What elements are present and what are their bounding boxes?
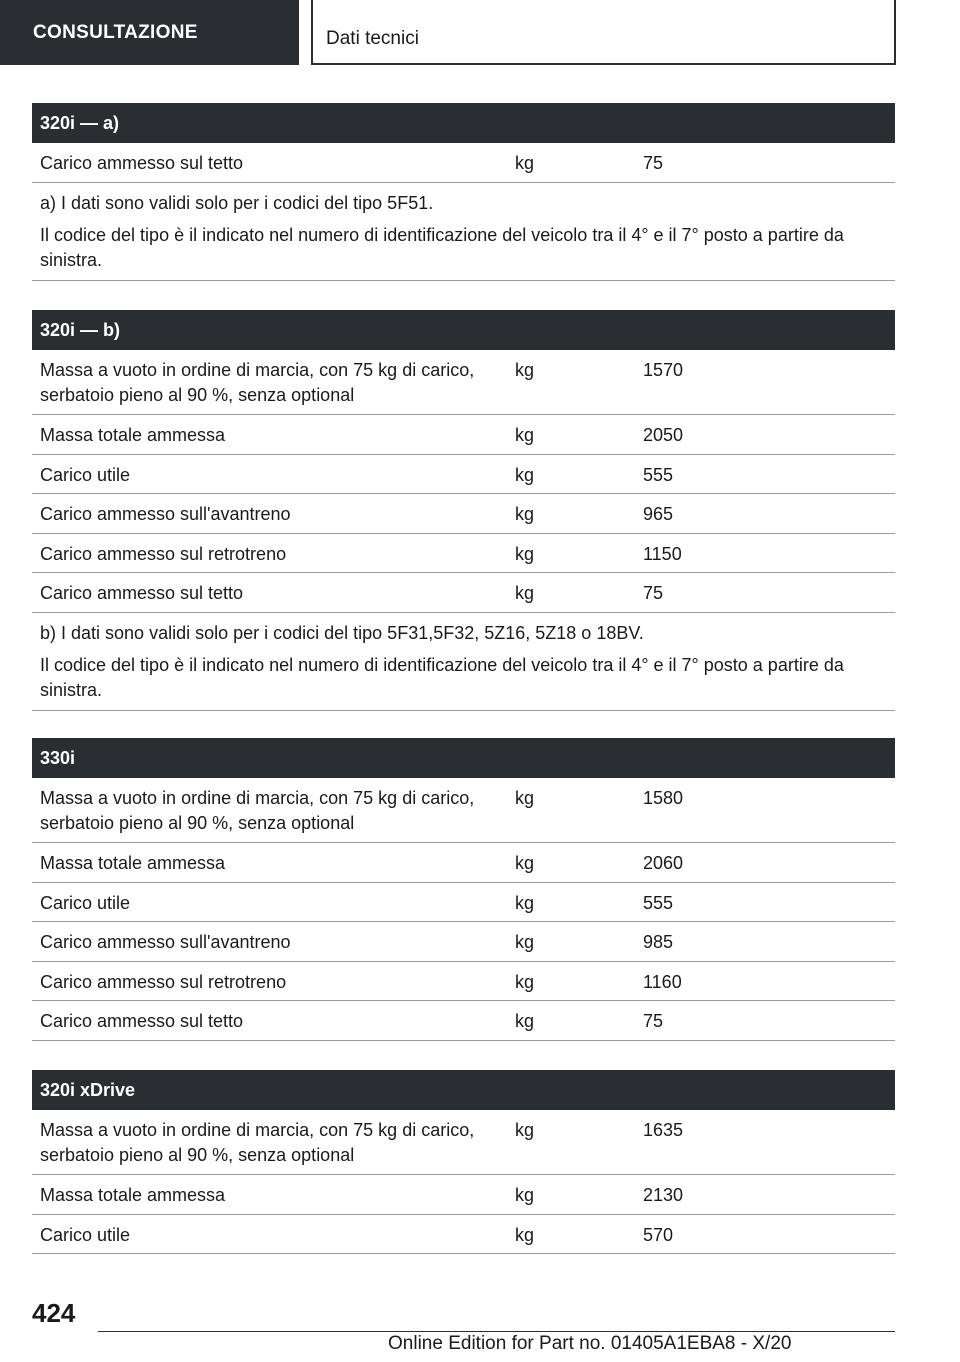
row-unit: kg [515, 1011, 535, 1031]
table-notes [32, 613, 895, 711]
table-row [32, 1175, 895, 1215]
table-notes [32, 183, 895, 281]
row-label: Massa totale ammessa [40, 425, 226, 445]
row-label: Massa a vuoto in ordine di marcia, con 75 kg di carico, serbatoio pieno al 90 %, senza optional [40, 360, 475, 405]
table-row [32, 534, 895, 573]
spec-table-330i [32, 738, 895, 1041]
table-row [32, 455, 895, 494]
footnote: a) I dati sono validi solo per i codici del tipo 5F51. [40, 193, 434, 213]
row-unit: kg [515, 788, 535, 808]
row-value: 965 [643, 504, 674, 524]
row-label: Carico utile [40, 893, 131, 913]
row-unit: kg [515, 932, 535, 952]
row-value: 2050 [643, 425, 684, 445]
row-label: Carico ammesso sull'avantreno [40, 504, 291, 524]
row-unit: kg [515, 893, 535, 913]
row-unit: kg [515, 153, 535, 173]
row-unit: kg [515, 583, 535, 603]
row-unit: kg [515, 1225, 535, 1245]
footnote: Il codice del tipo è il indicato nel numero di identificazione del veicolo tra il 4° e il 7° posto a partire da sinistra. [40, 655, 844, 700]
row-unit: kg [515, 360, 535, 380]
footnote: b) I dati sono validi solo per i codici del tipo 5F31,5F32, 5Z16, 5Z18 o 18BV. [40, 623, 644, 643]
row-label: Carico ammesso sul retrotreno [40, 972, 287, 992]
row-unit: kg [515, 504, 535, 524]
table-row [32, 1110, 895, 1175]
table-row [32, 494, 895, 534]
row-label: Massa a vuoto in ordine di marcia, con 75 kg di carico, serbatoio pieno al 90 %, senza optional [40, 788, 475, 833]
row-label: Carico ammesso sul tetto [40, 583, 244, 603]
table-title: 320i — a) [32, 103, 895, 143]
table-row [32, 778, 895, 843]
spec-table-320i-xdrive [32, 1070, 895, 1254]
row-label: Carico ammesso sull'avantreno [40, 932, 291, 952]
row-value: 75 [643, 1011, 664, 1031]
table-row [32, 1001, 895, 1041]
row-value: 985 [643, 932, 674, 952]
row-value: 2060 [643, 853, 684, 873]
row-value: 570 [643, 1225, 674, 1245]
row-value: 1150 [643, 544, 682, 564]
row-unit: kg [515, 972, 535, 992]
row-label: Massa totale ammessa [40, 1185, 226, 1205]
row-value: 2130 [643, 1185, 684, 1205]
table-row [32, 573, 895, 613]
table-title: 320i xDrive [32, 1070, 895, 1110]
row-label: Massa totale ammessa [40, 853, 226, 873]
row-unit: kg [515, 544, 535, 564]
table-row [32, 962, 895, 1001]
spec-table-320i-a [32, 103, 895, 281]
row-unit: kg [515, 425, 535, 445]
table-row [32, 1215, 895, 1254]
table-row [32, 883, 895, 922]
row-value: 555 [643, 465, 674, 485]
table-row [32, 843, 895, 883]
row-unit: kg [515, 1120, 535, 1140]
spec-table-320i-b [32, 310, 895, 711]
row-value: 1160 [643, 972, 682, 992]
table-title: 330i [32, 738, 895, 778]
row-unit: kg [515, 465, 535, 485]
table-row [32, 143, 895, 183]
footer-divider [98, 1331, 895, 1332]
table-row [32, 415, 895, 455]
row-value: 75 [643, 583, 664, 603]
row-unit: kg [515, 1185, 535, 1205]
row-value: 1570 [643, 360, 684, 380]
page-number: 424 [32, 1298, 76, 1328]
row-label: Carico utile [40, 1225, 131, 1245]
footnote: Il codice del tipo è il indicato nel numero di identificazione del veicolo tra il 4° e il 7° posto a partire da sinistra. [40, 225, 844, 270]
table-row [32, 350, 895, 415]
row-label: Carico ammesso sul retrotreno [40, 544, 287, 564]
row-value: 75 [643, 153, 664, 173]
table-row [32, 922, 895, 962]
row-label: Carico ammesso sul tetto [40, 153, 244, 173]
row-value: 1580 [643, 788, 684, 808]
row-label: Carico utile [40, 465, 131, 485]
row-value: 555 [643, 893, 674, 913]
section-tab: CONSULTAZIONE [0, 0, 299, 65]
chapter-title: Dati tecnici [311, 0, 896, 65]
table-title: 320i — b) [32, 310, 895, 350]
row-label: Massa a vuoto in ordine di marcia, con 75 kg di carico, serbatoio pieno al 90 %, senza optional [40, 1120, 475, 1165]
edition-footer: Online Edition for Part no. 01405A1EBA8 - X/20 [388, 1333, 792, 1354]
row-value: 1635 [643, 1120, 684, 1140]
row-label: Carico ammesso sul tetto [40, 1011, 244, 1031]
row-unit: kg [515, 853, 535, 873]
